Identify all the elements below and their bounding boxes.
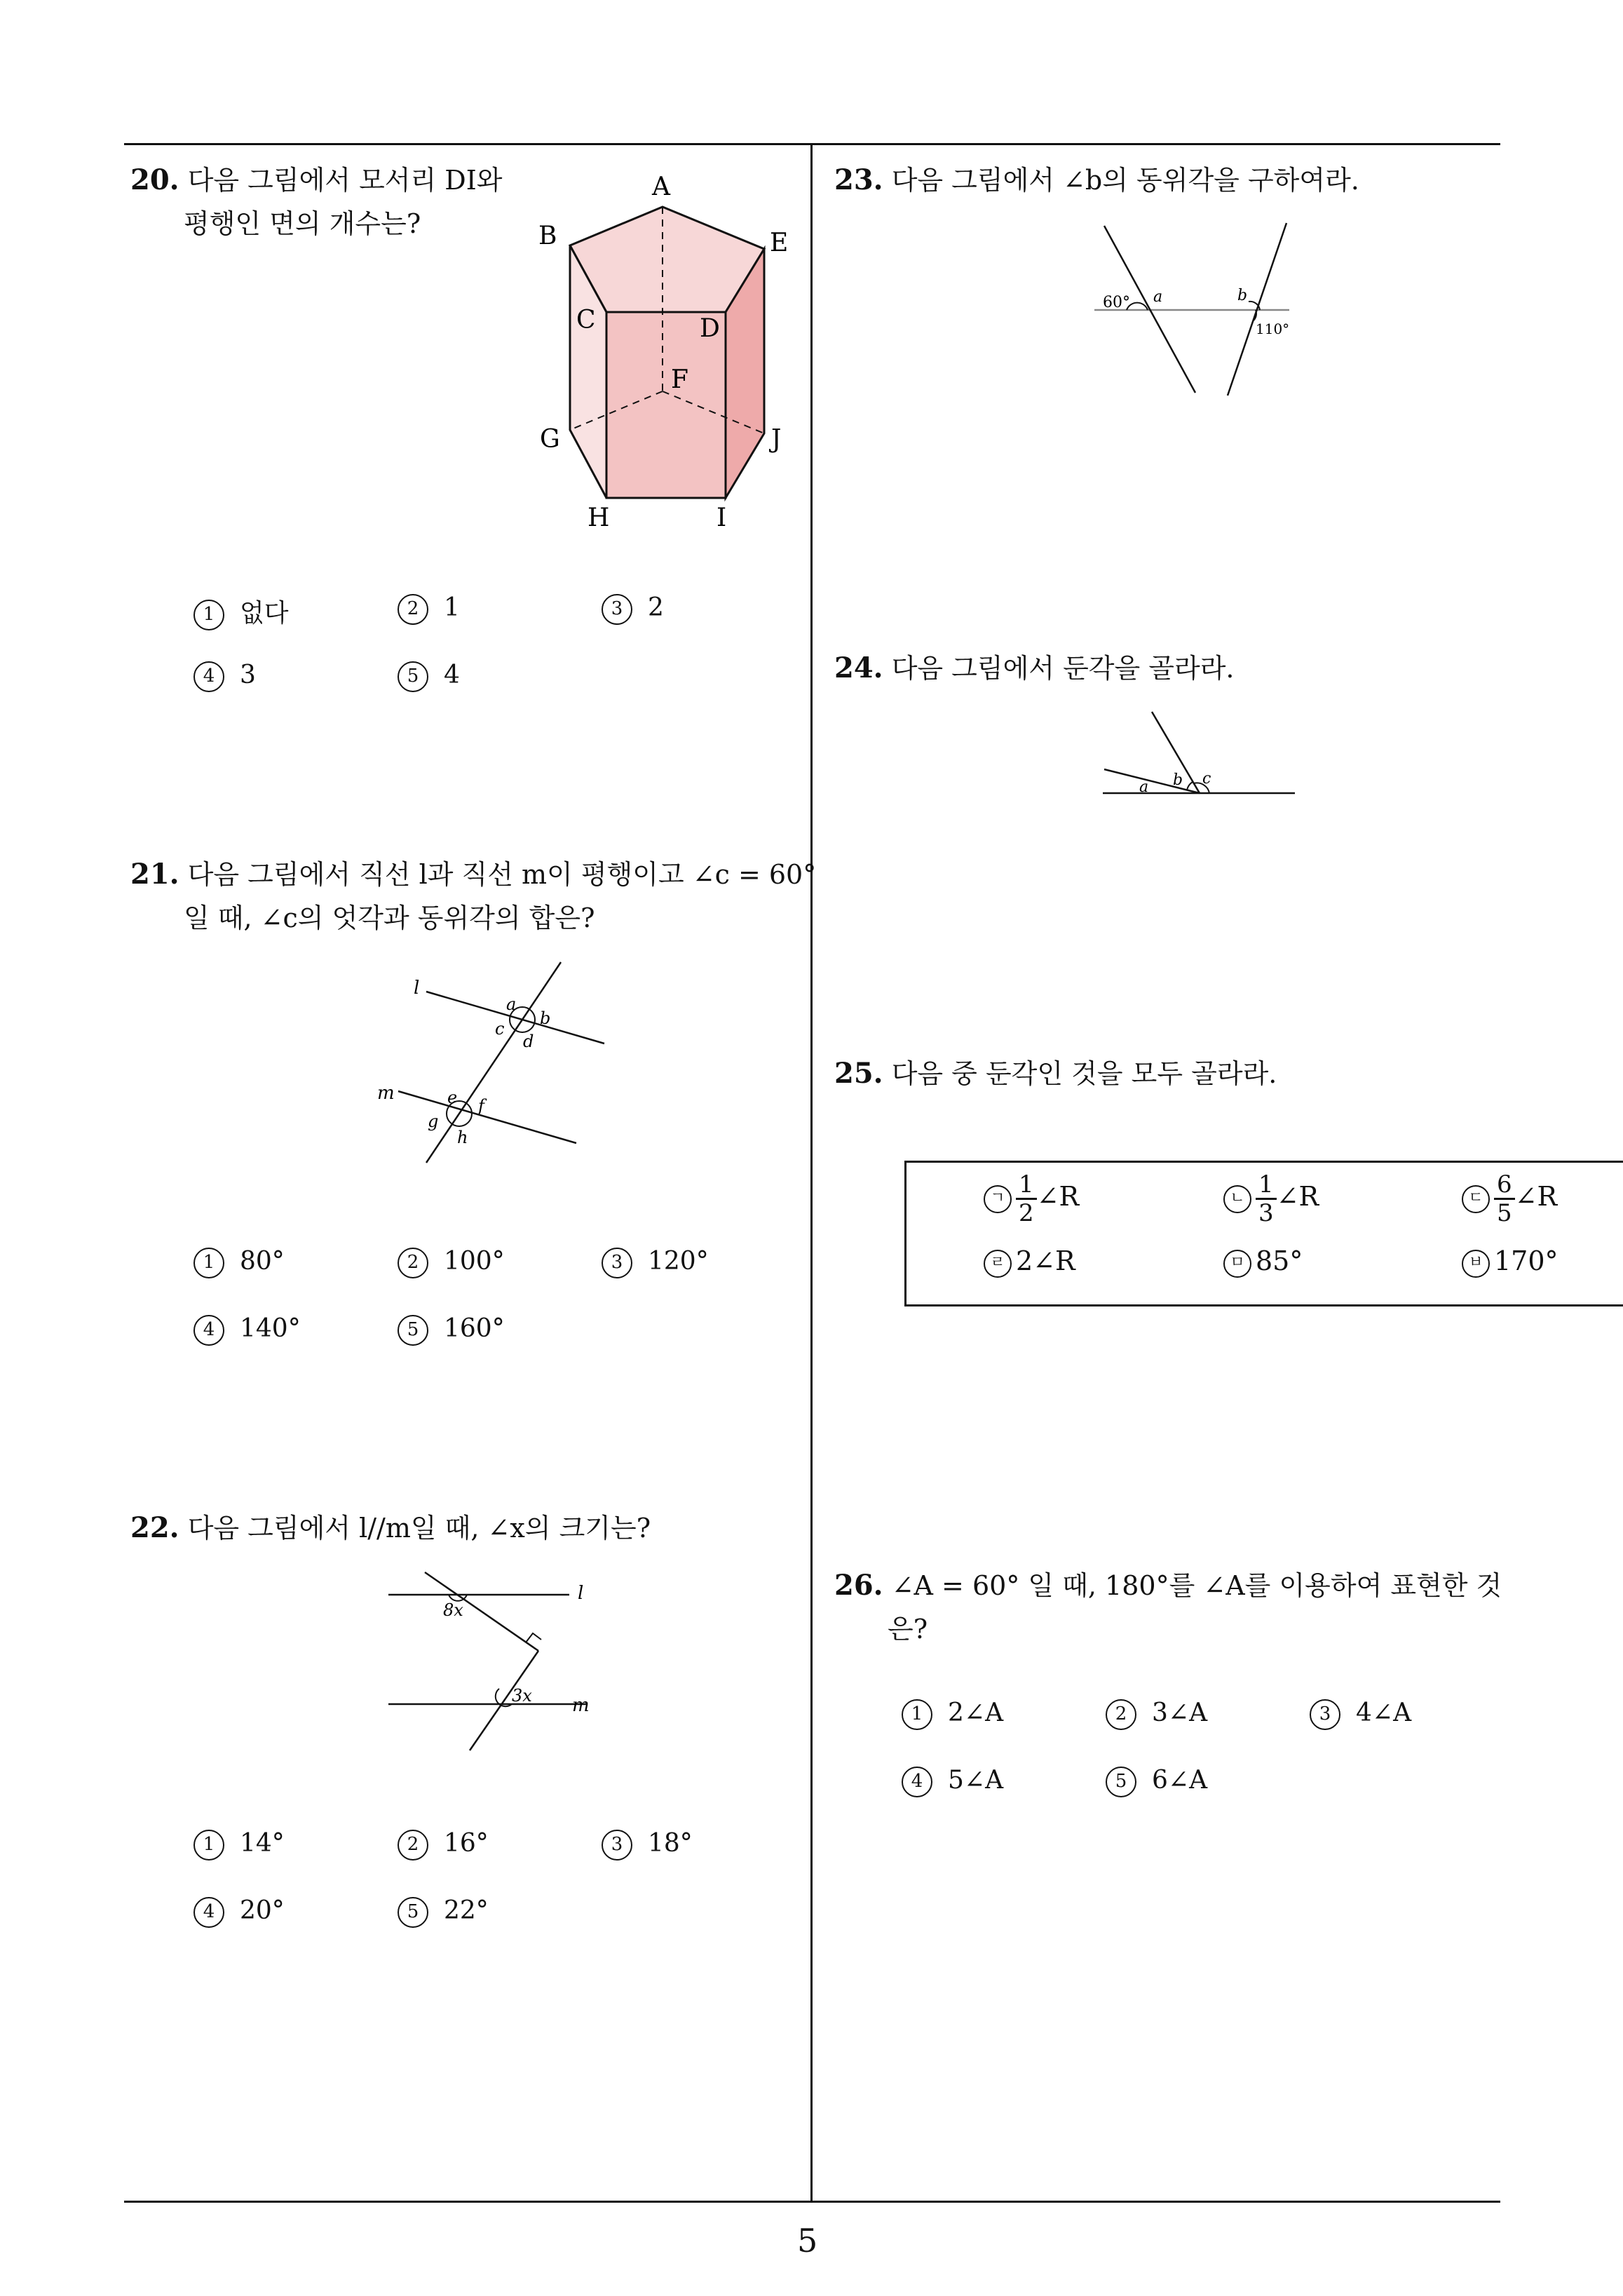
option-f[interactable]: ㅂ 170° [1462, 1245, 1559, 1278]
parallel-lines-angle-figure [379, 1564, 617, 1760]
svg-text:110°: 110° [1256, 320, 1290, 337]
choice-2[interactable]: 2 1 [398, 593, 460, 625]
choice-4[interactable]: 4 5∠A [902, 1766, 1003, 1797]
upper-segment [425, 1572, 538, 1651]
choice-2[interactable]: 2 16° [398, 1829, 489, 1861]
question-text-line1: 다음 그림에서 둔각을 골라라. [891, 653, 1235, 684]
svg-text:m: m [377, 1083, 395, 1104]
choice-5[interactable]: 5 22° [398, 1896, 489, 1928]
question-text-line2: 평행인 면의 개수는? [184, 208, 421, 239]
option-b[interactable]: ㄴ $\frac{1}{3}$ ∠R [1223, 1171, 1319, 1227]
label-F: F [671, 365, 688, 394]
fraction: $\frac{6}{5}$ [1494, 1171, 1515, 1227]
question-text-line2: 은? [888, 1614, 928, 1645]
svg-text:b: b [540, 1008, 551, 1028]
svg-text:m: m [572, 1695, 590, 1716]
label-B: B [538, 222, 557, 250]
line-m [398, 1091, 576, 1143]
question-number: 25. [834, 1057, 883, 1090]
shallow-ray [1104, 769, 1200, 793]
fraction: $\frac{1}{3}$ [1256, 1171, 1277, 1227]
question-21 [130, 853, 816, 940]
question-text-line1: 다음 그림에서 ∠b의 동위각을 구하여라. [891, 165, 1359, 196]
choice-3[interactable]: 3 18° [602, 1829, 693, 1861]
svg-text:a: a [506, 994, 517, 1014]
svg-text:c: c [1202, 770, 1211, 788]
choice-5[interactable]: 5 6∠A [1106, 1766, 1207, 1797]
question-22 [130, 1506, 651, 1550]
choice-4[interactable]: 4 140° [193, 1314, 301, 1346]
svg-text:a: a [1139, 778, 1149, 796]
label-A: A [652, 173, 670, 201]
bottom-rule [124, 2201, 1500, 2203]
option-c[interactable]: ㄷ $\frac{6}{5}$ ∠R [1462, 1171, 1557, 1227]
choice-3[interactable]: 3 4∠A [1310, 1699, 1411, 1730]
svg-text:c: c [495, 1019, 505, 1039]
question-number: 26. [834, 1569, 883, 1602]
choice-5[interactable]: 5 4 [398, 661, 460, 692]
question-25 [834, 1052, 1277, 1095]
question-number: 21. [130, 858, 179, 891]
option-a[interactable]: ㄱ $\frac{1}{2}$ ∠R [984, 1171, 1079, 1227]
page-number: 5 [797, 2222, 818, 2260]
question-text-line1: 다음 그림에서 직선 l과 직선 m이 평행이고 ∠c = 60° [187, 859, 817, 890]
choice-1[interactable]: 1 없다 [193, 593, 289, 630]
obtuse-angle-figure [1097, 705, 1301, 810]
svg-text:b: b [1237, 287, 1248, 304]
svg-text:h: h [457, 1128, 468, 1147]
question-20 [130, 158, 502, 245]
question-text-line1: 다음 중 둔각인 것을 모두 골라라. [891, 1058, 1277, 1089]
choice-4[interactable]: 4 3 [193, 661, 256, 692]
choice-4[interactable]: 4 20° [193, 1896, 285, 1928]
svg-text:f: f [478, 1096, 484, 1116]
option-d[interactable]: ㄹ 2∠R [984, 1245, 1075, 1278]
choice-2[interactable]: 2 100° [398, 1247, 505, 1278]
choice-1[interactable]: 1 14° [193, 1829, 285, 1861]
choice-1[interactable]: 1 2∠A [902, 1699, 1003, 1730]
label-D: D [700, 314, 720, 343]
svg-text:60°: 60° [1103, 294, 1130, 311]
svg-text:e: e [447, 1088, 458, 1107]
fraction: $\frac{1}{2}$ [1016, 1171, 1037, 1227]
option-e[interactable]: ㅁ 85° [1223, 1245, 1303, 1278]
svg-text:d: d [523, 1032, 534, 1051]
svg-text:8x: 8x [443, 1600, 463, 1620]
svg-text:a: a [1153, 288, 1163, 306]
label-I: I [717, 504, 727, 532]
question-26 [834, 1564, 1502, 1651]
question-text-line1: ∠A = 60° 일 때, 180°를 ∠A를 이용하여 표현한 것 [891, 1570, 1502, 1601]
choice-3[interactable]: 3 120° [602, 1247, 709, 1278]
svg-text:b: b [1173, 771, 1183, 789]
question-number: 24. [834, 651, 883, 684]
svg-text:3x: 3x [512, 1686, 532, 1706]
label-C: C [576, 306, 596, 335]
question-number: 23. [834, 163, 883, 196]
choice-1[interactable]: 1 80° [193, 1247, 285, 1278]
corresponding-angle-figure [1090, 217, 1301, 400]
answer-options-box [904, 1161, 1623, 1306]
question-24 [834, 647, 1235, 690]
label-H: H [588, 504, 610, 532]
choice-5[interactable]: 5 160° [398, 1314, 505, 1346]
pentagonal-prism-figure [526, 168, 813, 540]
question-text-line1: 다음 그림에서 모서리 DI와 [187, 165, 503, 196]
question-number: 20. [130, 163, 179, 196]
question-23 [834, 158, 1359, 202]
choice-2[interactable]: 2 3∠A [1106, 1699, 1207, 1730]
choice-3[interactable]: 3 2 [602, 593, 664, 625]
question-number: 22. [130, 1511, 179, 1544]
svg-text:l: l [578, 1583, 584, 1604]
parallel-lines-figure [365, 954, 617, 1164]
label-E: E [770, 229, 789, 257]
right-angle-mark [526, 1633, 541, 1642]
svg-text:g: g [428, 1112, 439, 1131]
label-G: G [540, 425, 560, 454]
svg-text:l: l [414, 978, 420, 999]
question-text-line1: 다음 그림에서 l//m일 때, ∠x의 크기는? [187, 1513, 651, 1544]
label-J: J [771, 425, 782, 454]
question-text-line2: 일 때, ∠c의 엇각과 동위각의 합은? [184, 903, 595, 933]
